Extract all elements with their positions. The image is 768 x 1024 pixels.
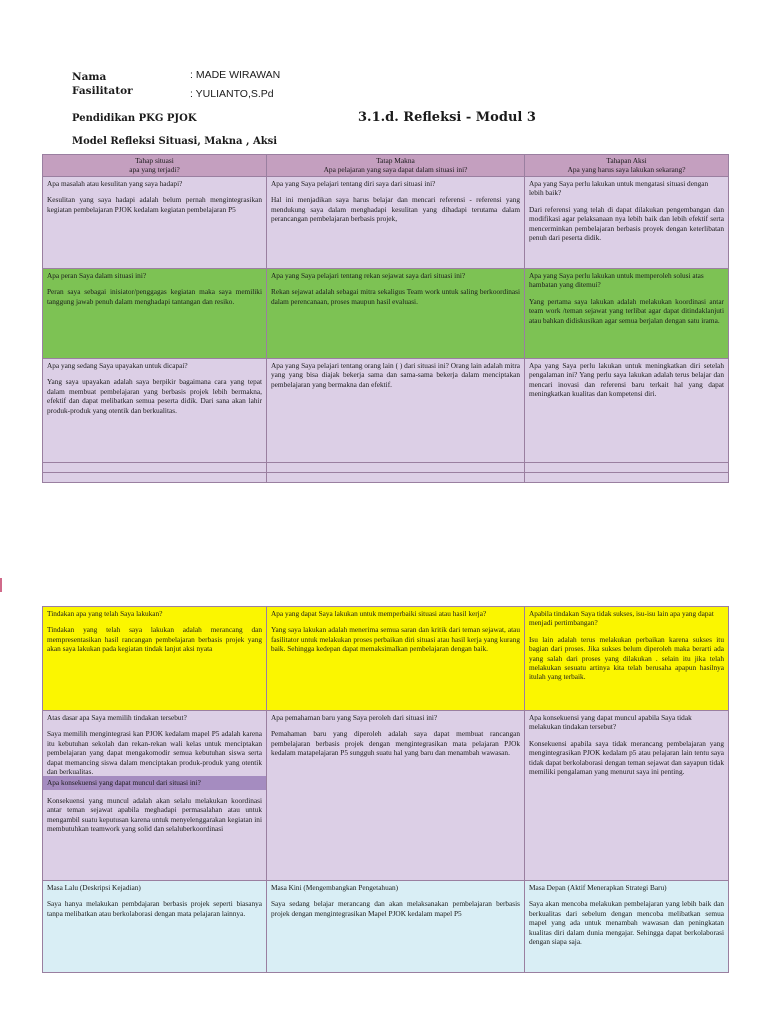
cell-question: Apa yang Saya perlu lakukan untuk meningkatkan diri setelah pengalaman ini? Yang perlu saya lakukan adalah terus belajar dan mencari inovasi dan referensi baru terkait hal yang dapat meningkatkan kualitas dan kompetensi diri. [529, 361, 724, 399]
header-bottom: apa yang terjadi? [129, 165, 180, 174]
cell-answer: Kesulitan yang saya hadapi adalah belum pernah mengintegrasikan kegiatan pembelajaran PJOK kedalam kegiatan pembelajaran P5 [47, 195, 262, 214]
cell-aksi [525, 269, 729, 359]
cell-question: Masa Kini (Mengembangkan Pengetahuan) [271, 883, 399, 892]
table-row [43, 711, 729, 881]
cell-answer: Dari referensi yang telah di dapat dilakukan pengembangan dan modifikasi agar pelaksanaan nya lebih baik dan lebih efektif serta mencerminkan pembelajaran berbasis proyek dengan keterlibatan penuh dari peserta didik. [529, 204, 724, 243]
cell-answer: Yang saya upayakan adalah saya berpikir bagaimana cara yang tepat dalam membuat pembelajaran yang berbasis projek lebih bermakna, efektif dan dapat melibatkan semua peserta didik. Dari sana akan lahir produk-produk yang otentik dan berkualitas. [47, 377, 262, 415]
cell-question: Apa yang dapat Saya lakukan untuk memperbaiki situasi atau hasil kerja? [271, 609, 487, 618]
cell-question: Apabila tindakan Saya tidak sukses, isu-isu lain apa yang dapat menjadi pertimbangan? [529, 609, 714, 628]
cell-empty [267, 473, 525, 483]
cell-masa-depan [525, 881, 729, 973]
cell-empty [525, 473, 729, 483]
table-row-empty [43, 473, 729, 483]
cell-question: Apa yang Saya perlu lakukan untuk mengatasi situasi dengan lebih baik? [529, 179, 709, 198]
table-row [43, 269, 729, 359]
cell-question: Atas dasar apa Saya memilih tindakan tersebut? [47, 713, 187, 722]
cell-empty [43, 473, 267, 483]
inner-question: Apa konsekuensi yang dapat muncul dari situasi ini? [43, 776, 266, 789]
cell-makna [267, 359, 525, 463]
cell-masa-kini [267, 881, 525, 973]
table-row [43, 607, 729, 711]
cell-aksi [525, 177, 729, 269]
nama-label: Nama [72, 71, 107, 83]
cell-answer: Yang pertama saya lakukan adalah melakukan koordinasi antar team work /teman sejawat yang terlibat agar dapat ditindaklanjuti atau bahkan didiskusikan agar semua berjalan dengan satu irama. [529, 296, 724, 325]
cell-question: Apa pemahaman baru yang Saya peroleh dari situasi ini? [271, 713, 438, 722]
program-name: Pendidikan PKG PJOK [72, 113, 197, 124]
cell-answer: Pemahaman baru yang diperoleh adalah saya dapat membuat rancangan pembelajaran berbasis projek dengan mengintegrasikan mata pelajaran PJOk kedalam matapelajaran P5 sungguh suatu hal yang baru dan menambah wawasan. [271, 729, 520, 758]
cell-empty [43, 463, 267, 473]
cell-question: Apa yang sedang Saya upayakan untuk dicapai? [47, 361, 188, 370]
cell-answer: Saya hanya melakukan pembdajaran berbasis projek seperti biasanya tanpa melibatkan atau berkolaborasi dengan mata pelajaran lainnya. [47, 899, 262, 918]
cell-answer: Yang saya lakukan adalah menerima semua saran dan kritik dari teman sejawat, atau fasilitator untuk melakukan proses perbaikan diri situasi atau hasil kerja yang kurang baik. Sehingga kedepan dapat memaksimalkan pembelajaran dengan baik. [271, 625, 520, 654]
inner-answer: Konsekuensi yang muncul adalah akan selalu melakukan koordinasi antar teman sejawat apabila meghadapi permasalahan atau untuk mengambil suatu keputusan karena untuk menyelenggarakan kegiatan ini membutuhkan teamwork yang solid dan selaluberkoordinasi [47, 795, 262, 834]
cell-answer: Saya memilih mengintegrasi kan PJOK kedalam mapel P5 adalah karena itu kebutuhan sekolah dan rekan-rekan wali kelas untuk menciptakan pembelajaran yang dapat mengakomodir semua kebutuhan siswa serta dapat memancing siswa dalam menciptakan produk-produk yang otentik dan berkualitas. [47, 729, 262, 777]
reflection-table-1 [42, 154, 729, 483]
cell-question: Apa konsekuensi yang dapat muncul apabila Saya tidak melakukan tindakan tersebut? [529, 713, 692, 732]
cell-tindakan [43, 607, 267, 711]
cell-situasi [43, 359, 267, 463]
cell-question: Masa Lalu (Deskripsi Kejadian) [47, 883, 141, 892]
fasilitator-label: Fasilitator [72, 85, 133, 97]
cell-answer: Isu lain adalah terus melakukan perbaikan karena sukses itu bagian dari proses. Jika sukses belum diperoleh maka berarti ada yang salah dari proses yang dilakukan . selain itu jika telah melakukan sesuatu artinya kita telah berusaha apapun hasilnya itulah yang terbaik. [529, 634, 724, 682]
cell-situasi [43, 269, 267, 359]
cell-question: Masa Depan (Aktif Menerapkan Strategi Baru) [529, 883, 667, 892]
header-top: Tahapan Aksi [606, 156, 647, 165]
cell-masa-lalu [43, 881, 267, 973]
cell-answer: Rekan sejawat adalah sebagai mitra sekaligus Team work untuk saling berkoordinasi dalam perencanaan, proses maupun hasil evaluasi. [271, 287, 520, 306]
cell-makna [267, 177, 525, 269]
cell-question: Apa yang Saya pelajari tentang orang lain ( ) dari situasi ini? Orang lain adalah mitra yang yang bisa diajak bekerja sama dan sama-sama bekerja dalam menciptakan pembelajaran yang bermakna dan efektif. [271, 361, 520, 389]
cell-empty [525, 463, 729, 473]
cell-makna [267, 269, 525, 359]
cell-answer: Peran saya sebagai inisiator/penggagas kegiatan maka saya memiliki tanggung jawab penuh dalam menghadapi tantangan dan resiko. [47, 287, 262, 306]
table-row [43, 359, 729, 463]
cell-perbaikan [267, 607, 525, 711]
header-tahap-situasi [43, 155, 267, 177]
page-edge-mark [0, 578, 2, 592]
header-bottom: Apa yang harus saya lakukan sekarang? [567, 165, 686, 174]
nama-value: : MADE WIRAWAN [190, 69, 281, 81]
cell-situasi [43, 177, 267, 269]
cell-answer: Tindakan yang telah saya lakukan adalah merancang dan mempresentasikan hasil rancangan pembelajaran berbasis projek yang akan saya lakukan pada kegiatan tindak lanjut aksi nyata [47, 625, 262, 654]
cell-answer: Konsekuensi apabila saya tidak merancang pembelajaran yang mengintegrasikan PJOK kedalam p5 atau pelajaran lain tentu saya tidak dapat berkolaborasi dengan teman sejawat dan sayapun tidak memiliki pengalaman yang menurut saya ini penting. [529, 738, 724, 777]
table-row [43, 881, 729, 973]
page-title: 3.1.d. Refleksi - Modul 3 [358, 110, 536, 125]
cell-question: Apa yang Saya perlu lakukan untuk memperoleh solusi atas hambatan yang ditemui? [529, 271, 704, 290]
cell-answer: Hal ini menjadikan saya harus belajar dan mencari referensi - referensi yang mendukung saya dalam menghadapi kesulitan yang dihadapi terutama dalam perancangan pembelajaran berbasis projek, [271, 195, 520, 224]
cell-question: Apa yang Saya pelajari tentang diri saya dari situasi ini? [271, 179, 436, 188]
page-subtitle: Model Refleksi Situasi, Makna , Aksi [72, 136, 278, 147]
header-top: Tahap situasi [135, 156, 174, 165]
cell-answer: Saya akan mencoba melakukan pembelajaran yang lebih baik dan berkualitas dari sebelum dengan mencoba melibatkan semua mapel yang ada untuk menambah wawasan dan peningkatan kualitas diri dalam dunia mengajar. Sehingga dapat berkolaborasi dengan siapa saja. [529, 899, 724, 947]
cell-isu-lain [525, 607, 729, 711]
cell-pemahaman-baru [267, 711, 525, 881]
header-bottom: Apa pelajaran yang saya dapat dalam situasi ini? [323, 165, 468, 174]
table1-header-row [43, 155, 729, 177]
cell-question: Apa peran Saya dalam situasi ini? [47, 271, 147, 280]
cell-question: Apa masalah atau kesulitan yang saya hadapi? [47, 179, 183, 188]
header-tatap-makna [267, 155, 525, 177]
table-row [43, 177, 729, 269]
cell-question: Apa yang Saya pelajari tentang rekan sejawat saya dari situasi ini? [271, 271, 466, 280]
header-top: Tatap Makna [376, 156, 415, 165]
header-tahapan-aksi [525, 155, 729, 177]
fasilitator-value: : YULIANTO,S.Pd [190, 88, 274, 100]
cell-empty [267, 463, 525, 473]
reflection-table-2 [42, 606, 729, 973]
cell-dasar-tindakan [43, 711, 267, 881]
cell-answer: Saya sedang belajar merancang dan akan melaksanakan pembelajaran berbasis projek dengan mengintegrasikan Mapel PJOK kedalam mapel P5 [271, 899, 520, 918]
table-row-empty [43, 463, 729, 473]
cell-konsekuensi [525, 711, 729, 881]
cell-question: Tindakan apa yang telah Saya lakukan? [47, 609, 163, 618]
cell-aksi [525, 359, 729, 463]
